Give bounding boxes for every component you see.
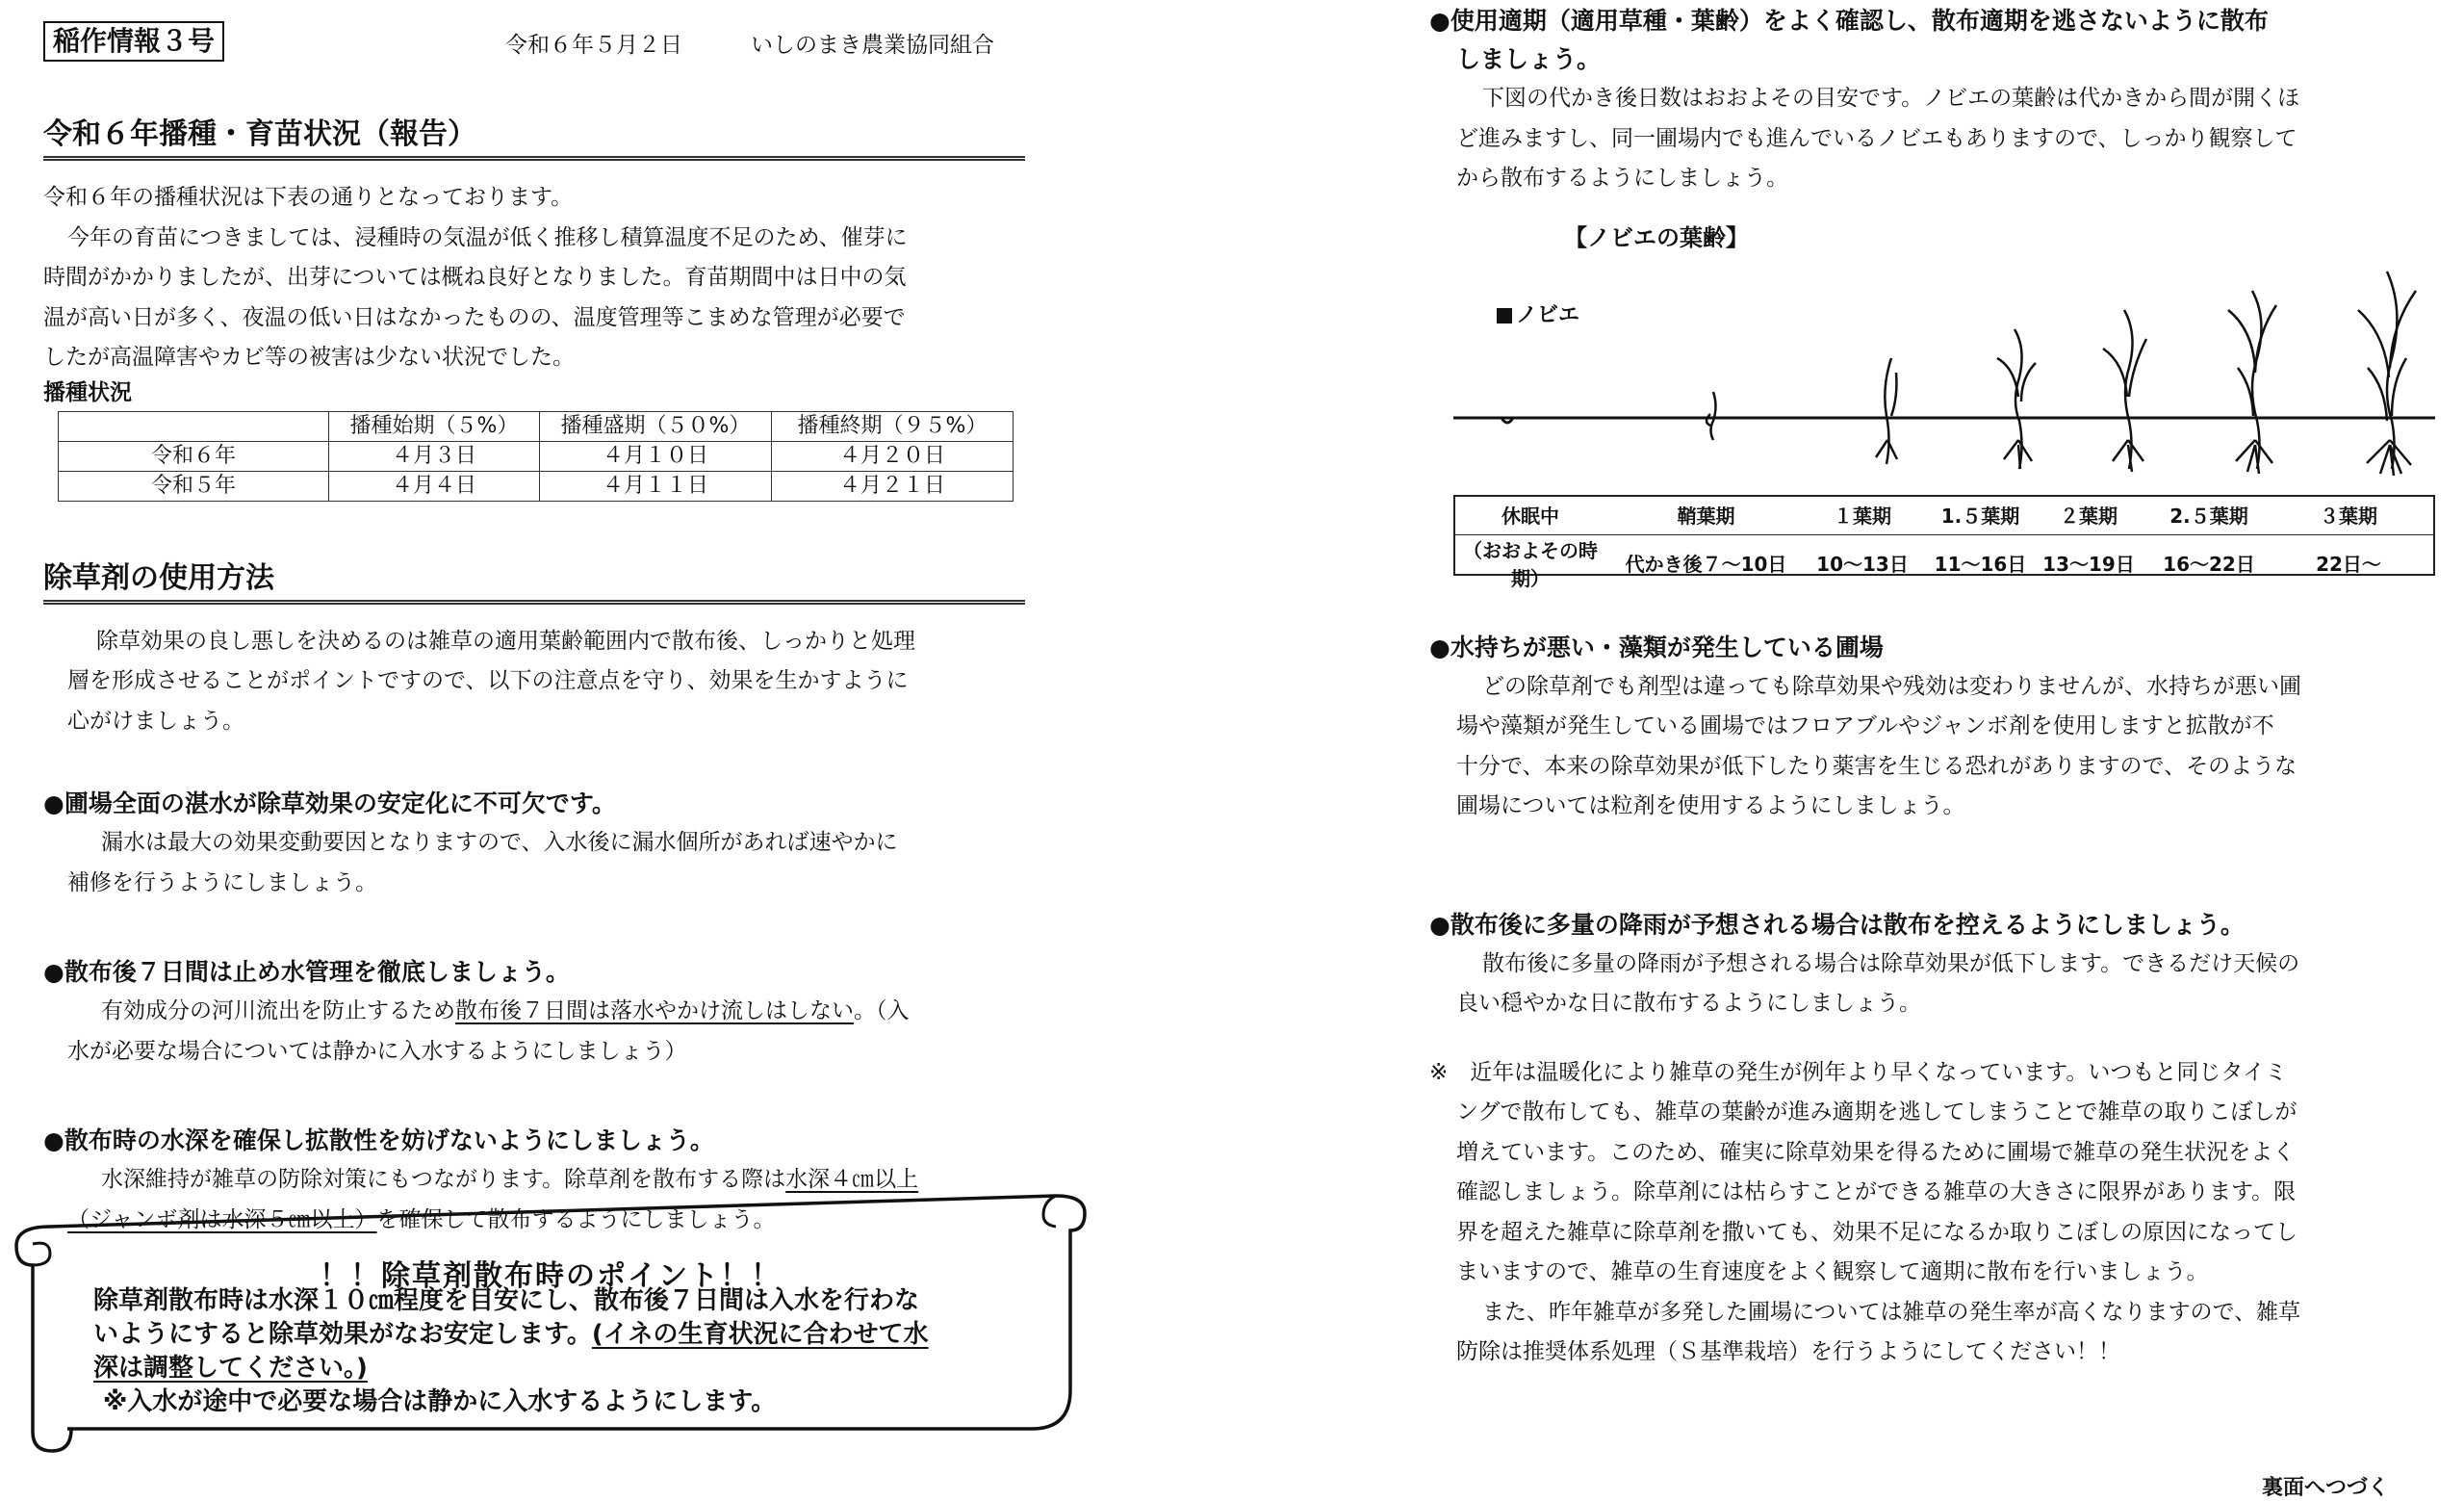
point-title: ！！除草剤散布時のポイント！！ [320, 1259, 782, 1293]
stage-label: １葉期 [1834, 505, 1891, 528]
table-cell: 令和６年 [59, 441, 329, 471]
timing-heading: ●使用適期（適用草種・葉齢）をよく確認し、散布適期を逃さないように散布 [1429, 7, 2269, 35]
timing-heading: しましょう。 [1456, 45, 1602, 73]
table-cell: ４月４日 [329, 471, 540, 501]
table-cell: ４月１０日 [540, 441, 772, 471]
table-header-cell: 播種終期（９５%） [772, 411, 1014, 441]
flooding-line: 漏水は最大の効果変動要因となりますので、入水後に漏水個所があれば速やかに [101, 830, 898, 855]
water-hold-text: 有効成分の河川流出を防止するため [101, 998, 455, 1023]
water-depth-emphasis: 水深４㎝以上 [785, 1167, 919, 1192]
left-column [43, 19, 1044, 1240]
note-line: ングで散布しても、雑草の葉齢が進み適期を逃してしまうことで雑草の取りこぼしが [1456, 1100, 2297, 1125]
herbicide-intro-line: 除草効果の良し悪しを決めるのは雑草の適用葉齢範囲内で散布後、しっかりと処理 [96, 628, 915, 654]
water-hold-emphasis: 散布後７日間は落水やかけ流しはしない [455, 998, 854, 1023]
issue-date: 令和６年５月２日 [505, 33, 682, 58]
herbicide-section-title: 除草剤の使用方法 [43, 559, 1025, 605]
stage-row [1453, 495, 2416, 535]
note-line: まいますので、雑草の生育速度をよく観察して適期に散布を行いましょう。 [1456, 1259, 2209, 1284]
stage-label: 鞘葉期 [1677, 505, 1735, 528]
seedling-2-leaf-icon [2103, 310, 2146, 472]
sowing-line: 今年の育苗につきましては、浸種時の気温が低く推移し積算温度不足のため、催芽に [67, 224, 908, 250]
point-scroll-box [12, 1177, 1090, 1456]
seedling-2-5-leaf-icon [2228, 291, 2276, 474]
sowing-line: 温が高い日が多く、夜温の低い日はなかったものの、温度管理等こまめな管理が必要で [43, 304, 906, 330]
herbicide-intro-line: 層を形成させることがポイントですので、以下の注意点を守り、効果を生かすように [67, 668, 909, 693]
table-cell: ４月３日 [329, 441, 540, 471]
water-depth-emphasis: （ジャンボ剤は水深５㎝以上） [67, 1206, 377, 1232]
water-hold-line [43, 992, 1044, 1032]
continued-on-back: 裏面へつづく [2262, 1476, 2390, 1500]
water-depth-heading: ●散布時の水深を確保し拡散性を妨げないようにしましょう。 [43, 1126, 714, 1154]
issue-number: 稲作情報３号 [43, 21, 224, 62]
table-row [59, 441, 1014, 471]
point-note: ※入水が途中で必要な場合は静かに入水するようにします。 [103, 1387, 777, 1416]
table-header-cell: 播種盛期（５０%） [540, 411, 772, 441]
leaf-age-caption: 【ノビエの葉齢】 [1564, 223, 1749, 251]
legend-label: ノビエ [1516, 302, 1580, 327]
barnyard-grass-illustration [1429, 252, 2459, 493]
organization: いしのまき農業協同組合 [751, 33, 994, 58]
stage-label: ２葉期 [2060, 505, 2118, 528]
rain-line: 良い穏やかな日に散布するようにしましょう。 [1456, 991, 1921, 1016]
timing-value: 13〜19日 [2042, 553, 2135, 576]
table-cell: ４月１１日 [540, 471, 772, 501]
water-hold-heading: ●散布後７日間は止め水管理を徹底しましょう。 [43, 958, 570, 986]
table-cell: 令和５年 [59, 471, 329, 501]
table-header-cell: 播種始期（５%） [329, 411, 540, 441]
timing-line: 下図の代かき後日数はおおよその目安です。ノビエの葉齢は代かきから間が開くほ [1482, 86, 2300, 111]
flooding-heading: ●圃場全面の湛水が除草効果の安定化に不可欠です。 [43, 789, 616, 817]
point-emphasis: (イネの生育状況に合わせて水 [591, 1320, 929, 1349]
timing-line: から散布するようにしましょう。 [1456, 166, 1788, 191]
table-header-cell [59, 411, 329, 441]
leaf-age-diagram [1429, 252, 2459, 623]
sowing-section-title: 令和６年播種・育苗状況（報告） [43, 116, 1025, 161]
sowing-table-title: 播種状況 [43, 379, 132, 405]
rain-heading: ●散布後に多量の降雨が予想される場合は散布を控えるようにしましょう。 [1429, 910, 2245, 939]
seedling-1-5-leaf-icon [1997, 329, 2036, 469]
note-line: 増えています。このため、確実に除草効果を得るために圃場で雑草の発生状況をよく [1456, 1139, 2296, 1165]
timing-value: 代かき後７〜10日 [1625, 553, 1787, 576]
point-line: 除草剤散布時は水深１０㎝程度を目安にし、散布後７日間は入水を行わな [93, 1286, 920, 1315]
herbicide-intro-line: 心がけましょう。 [67, 708, 244, 734]
water-depth-text: 水深維持が雑草の防除対策にもつながります。除草剤を散布する際は [101, 1167, 786, 1192]
water-retention-line: どの除草剤でも剤型は違っても除草効果や残効は変わりませんが、水持ちが悪い圃 [1482, 673, 2301, 699]
timing-line: ど進みますし、同一圃場内でも進んでいるノビエもありますので、しっかり観察して [1456, 125, 2297, 151]
water-retention-heading: ●水持ちが悪い・藻類が発生している圃場 [1429, 633, 1884, 661]
water-hold-text: 。（入 [854, 998, 910, 1023]
seedling-3-leaf-icon [2358, 272, 2416, 476]
header [43, 19, 1044, 67]
point-line [93, 1352, 1037, 1385]
water-retention-line: 場や藻類が発生している圃場ではフロアブルやジャンボ剤を使用しますと拡散が不 [1456, 713, 2274, 738]
timing-value: 22日〜 [2316, 553, 2381, 576]
flooding-line: 補修を行うようにしましょう。 [67, 869, 377, 895]
sowing-table [58, 411, 1014, 502]
point-emphasis: 深は調整してください。) [93, 1354, 368, 1383]
right-column [1429, 0, 2459, 1500]
water-retention-line: 十分で、本来の除草効果が低下したり薬害を生じる恐れがありますので、そのような [1456, 753, 2297, 779]
note-line: 防除は推奨体系処理（Ｓ基準栽培）を行うようにしてください！！ [1456, 1339, 2120, 1364]
water-hold-line: 水が必要な場合については静かに入水するようにしましょう） [67, 1038, 687, 1064]
timing-row [1453, 535, 2416, 591]
point-line [93, 1318, 1037, 1352]
seedling-coleoptile-icon [1707, 392, 1716, 440]
timing-value: 16〜22日 [2163, 553, 2255, 576]
table-cell: ４月２０日 [772, 441, 1014, 471]
table-row [59, 471, 1014, 501]
sowing-line: 令和６年の播種状況は下表の通りとなっております。 [43, 185, 574, 210]
stage-label: 1.５葉期 [1940, 505, 2020, 528]
point-body [93, 1284, 1037, 1419]
note-line: また、昨年雑草が多発した圃場については雑草の発生率が高くなりますので、雑草 [1482, 1299, 2301, 1325]
seedling-1-leaf-icon [1876, 358, 1897, 464]
timing-label: （おおよその時期） [1463, 538, 1598, 590]
note-line: 確認しましょう。除草剤には枯らすことができる雑草の大きさに限界があります。限 [1456, 1179, 2297, 1204]
point-text: いようにすると除草効果がなお安定します。 [93, 1320, 592, 1349]
note-line: ※ 近年は温暖化により雑草の発生が例年より早くなっています。いつもと同じタイミ [1429, 1059, 2287, 1085]
water-depth-text: を確保して散布するようにしましょう。 [376, 1206, 776, 1232]
stage-label: 2.５葉期 [2169, 505, 2248, 528]
stage-table [1453, 495, 2416, 591]
table-header-row [59, 411, 1014, 441]
rain-line: 散布後に多量の降雨が予想される場合は除草効果が低下します。できるだけ天候の [1482, 950, 2300, 976]
sowing-line: 時間がかかりましたが、出芽については概ね良好となりました。育苗期間中は日中の気 [43, 265, 907, 290]
stage-label: ３葉期 [2320, 505, 2377, 528]
note-line: 界を超えた雑草に除草剤を撒いても、効果不足になるか取りこぼしの原因になってし [1456, 1219, 2297, 1245]
water-retention-line: 圃場については粒剤を使用するようにしましょう。 [1456, 793, 1965, 818]
timing-value: 11〜16日 [1934, 553, 2027, 576]
table-cell: ４月２１日 [772, 471, 1014, 501]
sowing-line: したが高温障害やカビ等の被害は少ない状況でした。 [43, 345, 575, 370]
stage-label: 休眠中 [1502, 505, 1559, 528]
timing-value: 10〜13日 [1816, 553, 1909, 576]
